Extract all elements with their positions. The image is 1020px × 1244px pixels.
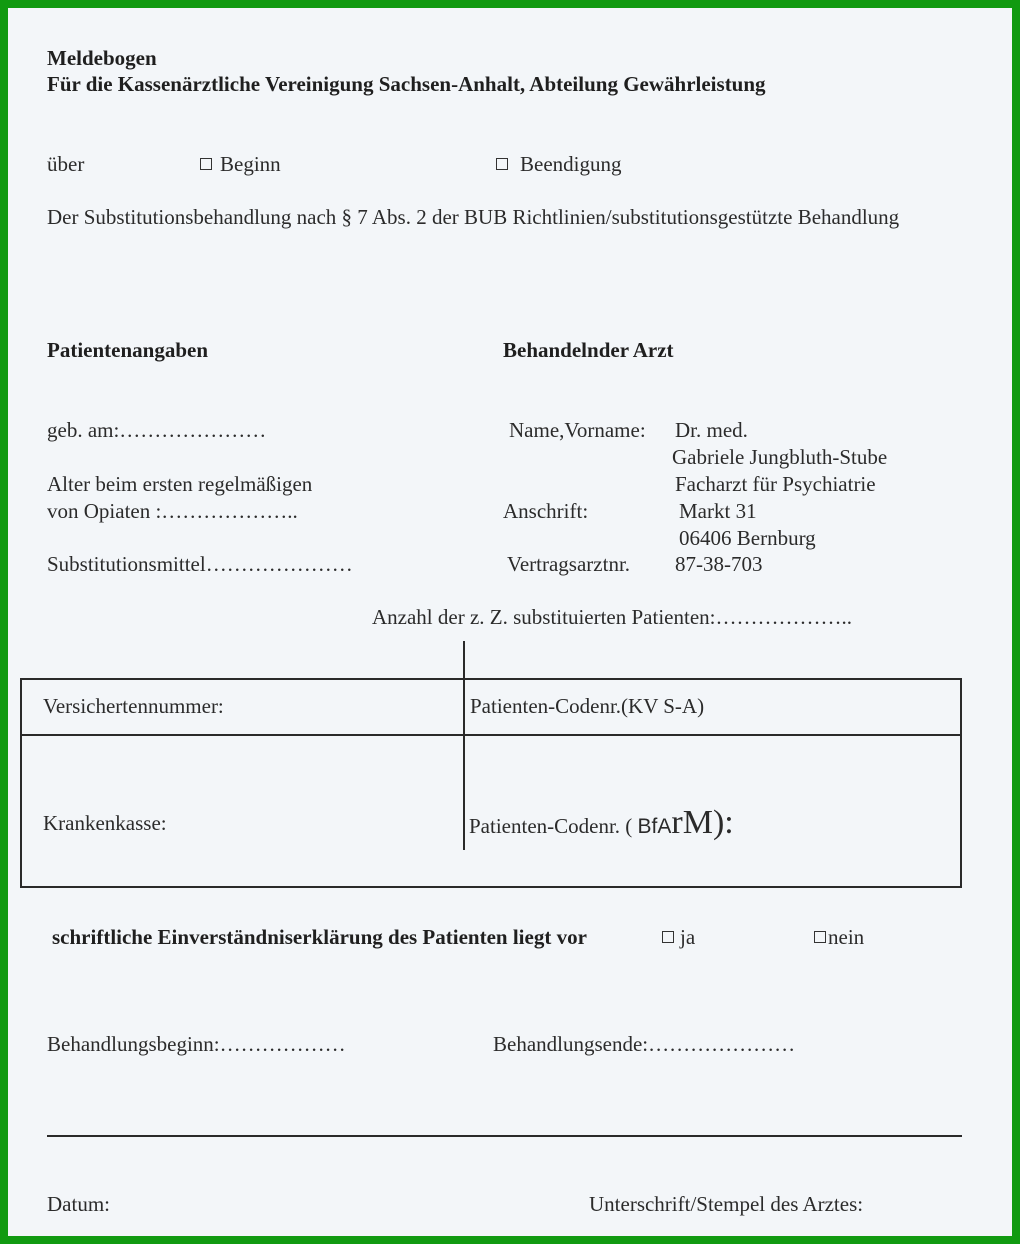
treatment-start-field[interactable]: Behandlungsbeginn:……………… xyxy=(47,1032,346,1056)
signature-field[interactable]: Unterschrift/Stempel des Arztes: xyxy=(589,1192,864,1216)
contract-label: Vertragsarztnr. xyxy=(507,552,631,576)
form-title: Meldebogen xyxy=(47,46,157,70)
consent-no-option[interactable] xyxy=(814,925,864,949)
patient-code-kv-field[interactable]: Patienten-Codenr.(KV S-A) xyxy=(470,694,705,718)
address-label: Anschrift: xyxy=(503,499,589,523)
doctor-name-line2: Gabriele Jungbluth-Stube xyxy=(672,445,888,469)
bfarm-label-prefix: Patienten-Codenr. ( xyxy=(469,814,638,838)
address-line2: 06406 Bernburg xyxy=(679,526,816,550)
doctor-heading: Behandelnder Arzt xyxy=(503,338,674,362)
insurance-number-field[interactable]: Versichertennummer: xyxy=(43,694,224,718)
treatment-end-field[interactable]: Behandlungsende:………………… xyxy=(493,1032,796,1056)
table-stem-line xyxy=(463,641,465,679)
form-page xyxy=(8,8,1012,1236)
consent-yes-option[interactable] xyxy=(662,925,695,949)
age-field[interactable]: von Opiaten :……………….. xyxy=(47,499,298,523)
scope-description: Der Substitutionsbehandlung nach § 7 Abs. 2 der BUB Richtlinien/substitutionsgestützte Behandlung xyxy=(47,205,900,229)
begin-option[interactable] xyxy=(200,152,281,176)
doctor-specialty: Facharzt für Psychiatrie xyxy=(675,472,876,496)
consent-yes-checkbox[interactable] xyxy=(662,931,674,943)
begin-checkbox[interactable] xyxy=(200,158,212,170)
consent-label: schriftliche Einverständniserklärung des Patienten liegt vor xyxy=(52,925,587,949)
contract-number: 87-38-703 xyxy=(675,552,763,576)
bfarm-label-end: rM): xyxy=(671,804,734,841)
bfarm-label-mid: BfA xyxy=(637,815,672,838)
substitute-field[interactable]: Substitutionsmittel………………… xyxy=(47,552,353,576)
health-insurer-field[interactable]: Krankenkasse: xyxy=(43,811,167,835)
signature-line xyxy=(47,1135,962,1137)
consent-yes-label: ja xyxy=(680,925,696,949)
begin-option-label: Beginn xyxy=(220,152,281,176)
doctor-name-line1: Dr. med. xyxy=(675,418,748,442)
consent-no-label: nein xyxy=(828,925,865,949)
end-checkbox[interactable] xyxy=(496,158,508,170)
end-option[interactable] xyxy=(496,152,621,176)
age-label-line1: Alter beim ersten regelmäßigen xyxy=(47,472,313,496)
end-option-label: Beendigung xyxy=(520,152,622,176)
patient-heading: Patientenangaben xyxy=(47,338,209,362)
table-column-divider xyxy=(463,678,465,850)
consent-no-checkbox[interactable] xyxy=(814,931,826,943)
address-line1: Markt 31 xyxy=(679,499,757,523)
form-subtitle: Für die Kassenärztliche Vereinigung Sachsen-Anhalt, Abteilung Gewährleistung xyxy=(47,72,766,96)
date-field[interactable]: Datum: xyxy=(47,1192,110,1216)
table-row-divider xyxy=(20,734,962,736)
patient-code-bfarm-field[interactable] xyxy=(469,804,734,841)
doctor-name-label: Name,Vorname: xyxy=(509,418,646,442)
patient-count-field[interactable]: Anzahl der z. Z. substituierten Patienten:……………….. xyxy=(372,605,852,629)
birth-date-field[interactable]: geb. am:………………… xyxy=(47,418,267,442)
scope-label: über xyxy=(47,152,85,176)
